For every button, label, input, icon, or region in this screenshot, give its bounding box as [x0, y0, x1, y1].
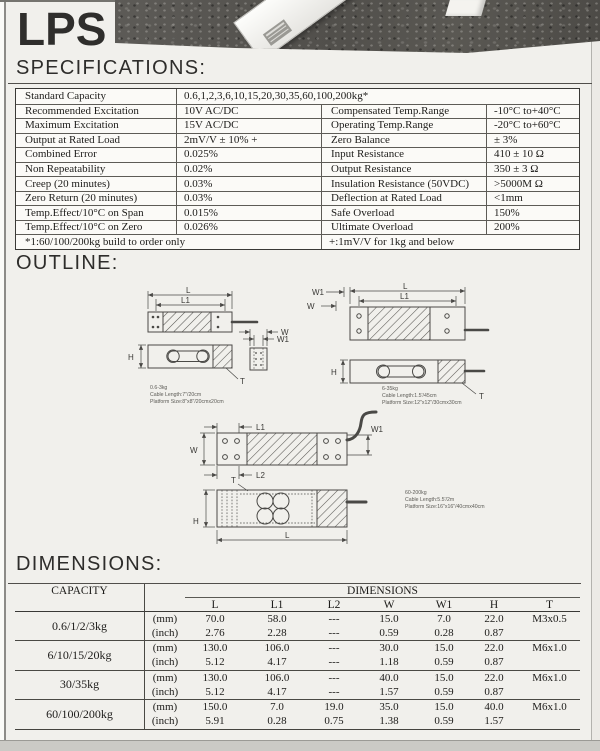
dim-cell: 130.0: [185, 670, 245, 685]
dim-cell: ---: [328, 627, 340, 640]
dim-cell: [519, 626, 580, 641]
spec-label: Creep (20 minutes): [16, 176, 176, 191]
spec-label: Maximum Excitation: [16, 118, 176, 133]
dim-label-H: H: [193, 517, 199, 526]
dim-cell: 19.0: [309, 699, 359, 714]
spec-value: 0.03%: [176, 176, 321, 191]
spec-value: 15V AC/DC: [176, 118, 321, 133]
spec-label: Combined Error: [16, 147, 176, 162]
outline-drawing-small: [128, 286, 290, 405]
spec-value: 2mV/V ± 10% +: [176, 133, 321, 148]
dim-cell: 15.0: [419, 670, 469, 685]
dim-label-L: L: [285, 531, 290, 540]
dim-unit: (inch): [151, 685, 179, 698]
spec-value: 0.025%: [176, 147, 321, 162]
specifications-heading: SPECIFICATIONS:: [16, 57, 207, 79]
dim-cell: 30.0: [359, 640, 419, 655]
dim-cell: 5.12: [205, 656, 225, 669]
dim-cell: 4.17: [267, 656, 287, 669]
caption-range: 0.6-3kg: [150, 385, 168, 391]
spec-footnote-right: +:1mV/V for 1kg and below: [321, 234, 579, 249]
dim-cell: 1.18: [379, 656, 399, 669]
dim-cell: 130.0: [185, 640, 245, 655]
spec-value: 150%: [486, 205, 579, 220]
dim-label-W: W: [190, 446, 198, 455]
dim-unit: (mm): [145, 611, 185, 626]
spec-value: 0.6,1,2,3,6,10,15,20,30,35,60,100,200kg*: [176, 89, 579, 104]
specifications-rule: [8, 83, 592, 84]
mounting-block: [445, 0, 486, 16]
dim-label-W1: W1: [277, 335, 289, 344]
scan-edge-right-strip: [592, 0, 600, 750]
dim-unit: (mm): [145, 640, 185, 655]
spec-value: ± 3%: [486, 133, 579, 148]
dim-cell: 15.0: [419, 640, 469, 655]
spec-value: 0.03%: [176, 191, 321, 206]
dim-cell: [519, 684, 580, 699]
dim-capacity: 30/35kg: [15, 670, 145, 699]
caption-platform: Platform Size:8"x8"/20cmx20cm: [150, 399, 224, 405]
spec-label: Compensated Temp.Range: [321, 104, 486, 119]
dim-label-L2: L2: [256, 471, 265, 480]
dim-cell: 106.0: [245, 640, 309, 655]
dim-label-H: H: [128, 353, 134, 362]
caption-cable: Cable Length:7"/20cm: [150, 392, 202, 398]
dim-label-T: T: [479, 392, 484, 401]
load-cell-label-plate: [263, 19, 292, 46]
spec-value: 0.02%: [176, 162, 321, 177]
spec-value: >5000M Ω: [486, 176, 579, 191]
spec-value: 10V AC/DC: [176, 104, 321, 119]
dim-label-W1: W1: [312, 288, 324, 297]
page-title: LPS: [17, 3, 107, 55]
dim-label-L1: L1: [181, 296, 190, 305]
dim-label-L: L: [403, 283, 408, 291]
dim-cell: 0.87: [484, 656, 504, 669]
spec-value: -10°C to+40°C: [486, 104, 579, 119]
dim-label-W: W: [281, 328, 289, 337]
outline-drawing-large: [190, 412, 485, 544]
dim-cell: 0.59: [434, 715, 454, 728]
dim-label-T: T: [240, 377, 245, 386]
dim-cell: 1.38: [379, 715, 399, 728]
dim-unit: (mm): [145, 699, 185, 714]
dim-cell: M3x0.5: [519, 611, 580, 626]
dim-label-L1: L1: [400, 292, 409, 301]
dim-cell: 7.0: [419, 611, 469, 626]
spec-label: Temp.Effect/10°C on Zero: [16, 220, 176, 235]
dim-cell: 22.0: [469, 670, 519, 685]
dim-cell: 70.0: [185, 611, 245, 626]
dim-col-header-L2: L2: [327, 598, 341, 611]
dim-cell: ---: [328, 685, 340, 698]
outline-heading: OUTLINE:: [16, 252, 119, 274]
dim-cell: 106.0: [245, 670, 309, 685]
dim-capacity: 0.6/1/2/3kg: [15, 611, 145, 640]
dim-cell: 0.87: [484, 685, 504, 698]
dim-cell: 40.0: [359, 670, 419, 685]
dim-cell: 15.0: [419, 699, 469, 714]
dim-cell: ---: [309, 670, 359, 685]
dim-cell: 0.59: [434, 656, 454, 669]
dim-col-header-W1: W1: [435, 598, 453, 611]
caption-cable: Cable Length:5.5'/2m: [405, 497, 455, 503]
dim-cell: M6x1.0: [519, 699, 580, 714]
dim-cell: [519, 655, 580, 670]
spec-label: Ultimate Overload: [321, 220, 486, 235]
dim-cell: 2.76: [205, 627, 225, 640]
dim-label-L1: L1: [256, 423, 265, 432]
dimensions-heading: DIMENSIONS:: [16, 553, 163, 575]
spec-value: 200%: [486, 220, 579, 235]
dim-cell: 15.0: [359, 611, 419, 626]
dim-cell: 1.57: [379, 685, 399, 698]
dim-cell: 22.0: [469, 640, 519, 655]
dim-col-header-W: W: [383, 598, 395, 611]
dim-cell: M6x1.0: [519, 670, 580, 685]
dim-cell: 35.0: [359, 699, 419, 714]
dim-unit: (inch): [151, 656, 179, 669]
outline-drawings: [10, 283, 590, 555]
spec-label: Zero Balance: [321, 133, 486, 148]
dim-cell: 150.0: [185, 699, 245, 714]
dim-cell: 4.17: [267, 685, 287, 698]
dim-label-L: L: [186, 286, 191, 295]
load-cell-device: [233, 0, 383, 62]
dim-cell: [519, 714, 580, 729]
dim-col-header-L: L: [211, 598, 219, 611]
dimensions-table: [15, 584, 580, 730]
spec-label: Temp.Effect/10°C on Span: [16, 205, 176, 220]
dim-col-header-H: H: [489, 598, 499, 611]
dim-label-H: H: [331, 368, 337, 377]
dim-cell: 58.0: [245, 611, 309, 626]
spec-label: Insulation Resistance (50VDC): [321, 176, 486, 191]
dim-cell: 0.59: [379, 627, 399, 640]
spec-label: Recommended Excitation: [16, 104, 176, 119]
dim-cell: 0.75: [324, 715, 344, 728]
dim-cell: 22.0: [469, 611, 519, 626]
caption-cable: Cable Length:1.5'/45cm: [382, 393, 437, 399]
dim-header-capacity: CAPACITY: [15, 584, 145, 611]
dim-col-header-L1: L1: [270, 598, 284, 611]
dim-cell: M6x1.0: [519, 640, 580, 655]
dim-unit: (inch): [151, 627, 179, 640]
spec-label: Zero Return (20 minutes): [16, 191, 176, 206]
dim-capacity: 6/10/15/20kg: [15, 640, 145, 669]
spec-footnote-left: *1:60/100/200kg build to order only: [16, 234, 321, 249]
caption-platform: Platform Size:16"x16"/40cmx40cm: [405, 504, 485, 510]
dim-col-header-T: T: [545, 598, 554, 611]
dim-cell: 0.87: [484, 627, 504, 640]
dim-header-unit-spacer: [145, 584, 185, 598]
dim-header-unit-spacer: [145, 598, 185, 611]
spec-value: <1mm: [486, 191, 579, 206]
caption-platform: Platform Size:12"x12"/30cmx30cm: [382, 400, 462, 406]
spec-label: Standard Capacity: [25, 89, 106, 102]
dim-cell: ---: [328, 656, 340, 669]
dim-header-group: DIMENSIONS: [185, 584, 580, 598]
dim-label-W1: W1: [371, 425, 383, 434]
dim-cell: ---: [309, 640, 359, 655]
spec-label: Deflection at Rated Load: [321, 191, 486, 206]
spec-value: 0.026%: [176, 220, 321, 235]
specifications-table: [15, 88, 580, 250]
dim-cell: 40.0: [469, 699, 519, 714]
spec-value: 410 ± 10 Ω: [486, 147, 579, 162]
caption-range: 60-200kg: [405, 490, 427, 496]
dim-cell: 0.59: [434, 685, 454, 698]
dim-cell: ---: [309, 611, 359, 626]
outline-drawing-medium: [307, 283, 488, 406]
dim-unit: (inch): [151, 715, 179, 728]
caption-range: 6-35kg: [382, 386, 398, 392]
dim-cell: 1.57: [484, 715, 504, 728]
product-photo: [115, 0, 600, 55]
spec-label: Safe Overload: [321, 205, 486, 220]
dim-cell: 0.28: [434, 627, 454, 640]
spec-label: Non Repeatability: [16, 162, 176, 177]
scan-edge-bottom-band: [0, 740, 600, 751]
dim-cell: 2.28: [267, 627, 287, 640]
dim-capacity: 60/100/200kg: [15, 699, 145, 728]
scan-edge-left-line: [4, 0, 6, 750]
dim-label-W: W: [307, 302, 315, 311]
spec-label: Output Resistance: [321, 162, 486, 177]
dim-cell: 7.0: [245, 699, 309, 714]
spec-value: 350 ± 3 Ω: [486, 162, 579, 177]
spec-value: -20°C to+60°C: [486, 118, 579, 133]
dim-cell: 5.91: [205, 715, 225, 728]
spec-label: Operating Temp.Range: [321, 118, 486, 133]
spec-label: Output at Rated Load: [16, 133, 176, 148]
dim-cell: 5.12: [205, 685, 225, 698]
spec-label: Input Resistance: [321, 147, 486, 162]
dim-unit: (mm): [145, 670, 185, 685]
spec-value: 0.015%: [176, 205, 321, 220]
dim-label-T: T: [231, 476, 236, 485]
dim-cell: 0.28: [267, 715, 287, 728]
